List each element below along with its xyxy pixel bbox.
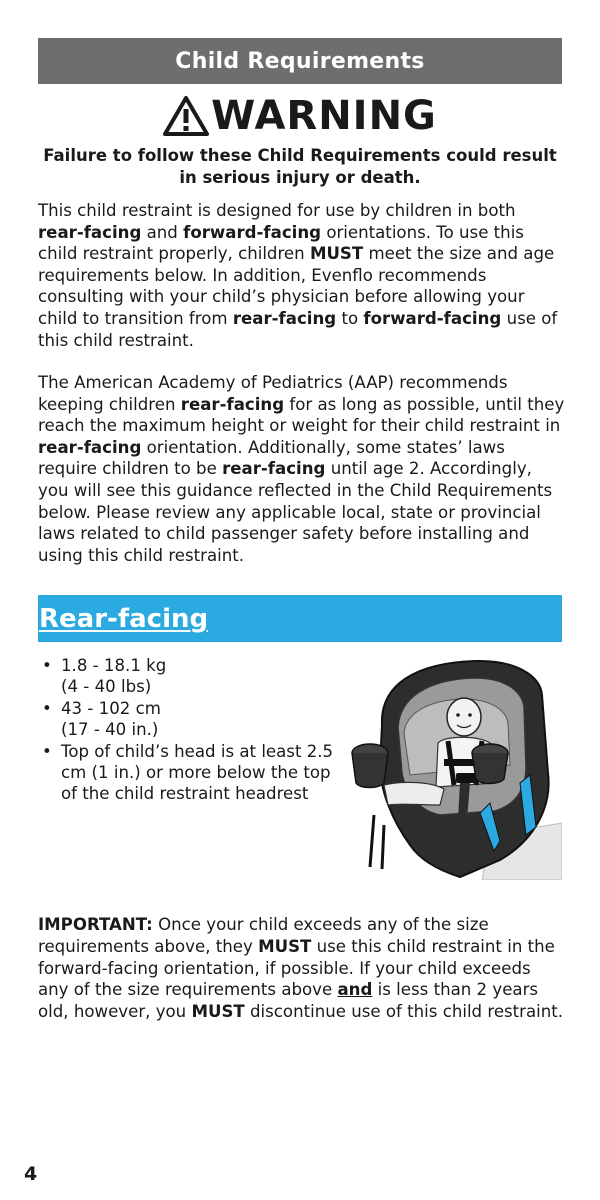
bullet-icon: • bbox=[42, 698, 52, 718]
emphasis-rear-facing: rear-facing bbox=[38, 437, 142, 457]
list-item bbox=[38, 698, 338, 741]
text-run: The American Academy of Pediatrics (AAP) recommends keeping children bbox=[38, 373, 508, 414]
headrest-requirement: Top of child’s head is at least 2.5 cm (1 in.) or more below the top of the child restraint headrest bbox=[61, 741, 334, 804]
weight-lbs: (4 - 40 lbs) bbox=[61, 677, 152, 697]
bullet-icon: • bbox=[42, 656, 52, 675]
rear-facing-car-seat-illustration bbox=[340, 655, 562, 880]
warning-subtitle: Failure to follow these Child Requirements could result in serious injury or death. bbox=[43, 146, 557, 187]
list-item bbox=[38, 741, 338, 805]
text-run: use of this child restraint. bbox=[38, 308, 558, 350]
text-run: orientation. Additionally, some states’ laws require children to be bbox=[38, 437, 505, 479]
aap-paragraph bbox=[38, 372, 566, 566]
warning-title bbox=[0, 94, 600, 138]
emphasis-must: MUST bbox=[191, 1002, 245, 1022]
important-note bbox=[38, 914, 566, 1023]
emphasis-rear-facing: rear-facing bbox=[38, 222, 142, 242]
emphasis-rear-facing: rear-facing bbox=[232, 308, 337, 328]
header-title: Child Requirements bbox=[175, 48, 425, 74]
text-run: to bbox=[336, 308, 364, 328]
emphasis-rear-facing: rear-facing bbox=[222, 459, 326, 479]
text-run: This child restraint is designed for use by children in both bbox=[38, 201, 516, 220]
emphasis-forward-facing: forward-facing bbox=[183, 222, 322, 242]
page-number: 4 bbox=[24, 1163, 38, 1185]
rear-facing-section-header bbox=[38, 595, 562, 642]
text-run: discontinue use of this child restraint. bbox=[244, 1002, 564, 1022]
rear-facing-title: Rear-facing bbox=[39, 603, 209, 634]
text-run: is less than 2 years old, however, you bbox=[38, 980, 539, 1022]
list-item bbox=[38, 655, 338, 698]
text-run: for as long as possible, until they reach the maximum height or weight for their child restraint in bbox=[38, 394, 565, 436]
emphasis-must: MUST bbox=[258, 936, 312, 956]
text-run: use this child restraint in the forward-facing orientation, if possible. If your child exceeds any of the size requirements above bbox=[38, 936, 555, 1000]
emphasis-rear-facing: rear-facing bbox=[180, 394, 285, 414]
important-label: IMPORTANT: bbox=[38, 915, 153, 934]
rear-facing-requirements-list bbox=[38, 655, 338, 805]
height-cm: 43 - 102 cm bbox=[61, 698, 161, 718]
emphasis-and: and bbox=[337, 980, 373, 1000]
text-run: meet the size and age requirements below. In addition, Evenflo recommends consulting with your child’s physician before allowing your child to transition from bbox=[38, 244, 555, 328]
intro-paragraph bbox=[38, 200, 566, 351]
text-run: and bbox=[141, 222, 184, 242]
text-run: Once your child exceeds any of the size requirements above, they bbox=[38, 915, 489, 956]
emphasis-forward-facing: forward-facing bbox=[363, 308, 502, 328]
weight-kg: 1.8 - 18.1 kg bbox=[61, 656, 167, 675]
warning-word: WARNING bbox=[211, 93, 437, 139]
height-in: (17 - 40 in.) bbox=[61, 720, 159, 740]
text-run: until age 2. Accordingly, you will see this guidance reflected in the Child Requirements below. Please review any applicable local, state or provincial laws related to child passenger safety before installing and using this child restraint. bbox=[38, 459, 553, 565]
warning-triangle-icon bbox=[163, 95, 209, 137]
text-run: orientations. To use this child restraint properly, children bbox=[38, 222, 524, 264]
bullet-icon: • bbox=[42, 741, 52, 761]
emphasis-must: MUST bbox=[309, 244, 364, 264]
section-header bbox=[38, 38, 562, 84]
